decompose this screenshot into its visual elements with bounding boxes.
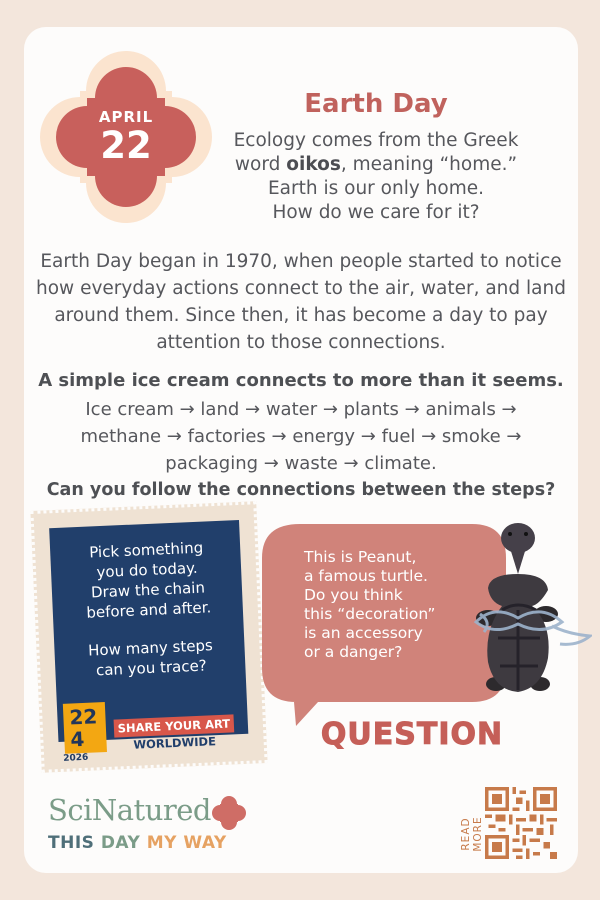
chain-line: methane → factories → energy → fuel → smoke → xyxy=(80,426,522,447)
date-badge xyxy=(40,51,212,223)
intro-text xyxy=(220,129,532,225)
stamp-year: 2026 xyxy=(63,752,89,764)
intro-line: Ecology comes from the Greek xyxy=(233,130,519,151)
logo-tagline: THIS DAY MY WAY xyxy=(48,833,227,853)
stamp-prompt: Pick something you do today. Draw the chain before and after. How many steps can you trace? xyxy=(86,538,214,680)
chain-line: packaging → waste → climate. xyxy=(165,453,437,474)
intro-line: word oikos, meaning “home.” xyxy=(234,154,518,175)
keyword-oikos: oikos xyxy=(286,154,341,175)
worldwide-label: WORLDWIDE xyxy=(133,734,217,752)
lead-heading: A simple ice cream connects to more than it seems. xyxy=(38,370,564,391)
page-title: Earth Day xyxy=(304,89,448,119)
qr-code-icon[interactable] xyxy=(485,787,557,859)
question-heading: Can you follow the connections between the steps? xyxy=(46,480,556,500)
stamp-card xyxy=(30,501,267,773)
read-more-label[interactable]: READ MORE xyxy=(460,816,484,852)
connection-chain xyxy=(30,396,572,477)
badge-month: APRIL xyxy=(98,108,154,126)
scinatured-logo: SciNatured xyxy=(48,793,211,827)
question-label: QUESTION xyxy=(320,717,504,752)
intro-line: How do we care for it? xyxy=(272,202,480,223)
share-your-art-label: SHARE YOUR ART xyxy=(114,714,235,737)
chain-line: Ice cream → land → water → plants → animals → xyxy=(85,399,517,420)
plus-cross-icon xyxy=(212,796,246,830)
bubble-text: This is Peanut, a famous turtle. Do you think this “decoration” is an accessory or a danger? xyxy=(304,548,436,661)
intro-line: Earth is our only home. xyxy=(267,178,485,199)
badge-day: 22 xyxy=(100,124,152,167)
turtle-image xyxy=(440,518,592,704)
history-paragraph: Earth Day began in 1970, when people started to notice how everyday actions connect to the air, water, and land around them. Since then, it has become a day to pay attention to those connections. xyxy=(36,251,566,353)
stamp-date: 22 4 xyxy=(63,702,107,754)
